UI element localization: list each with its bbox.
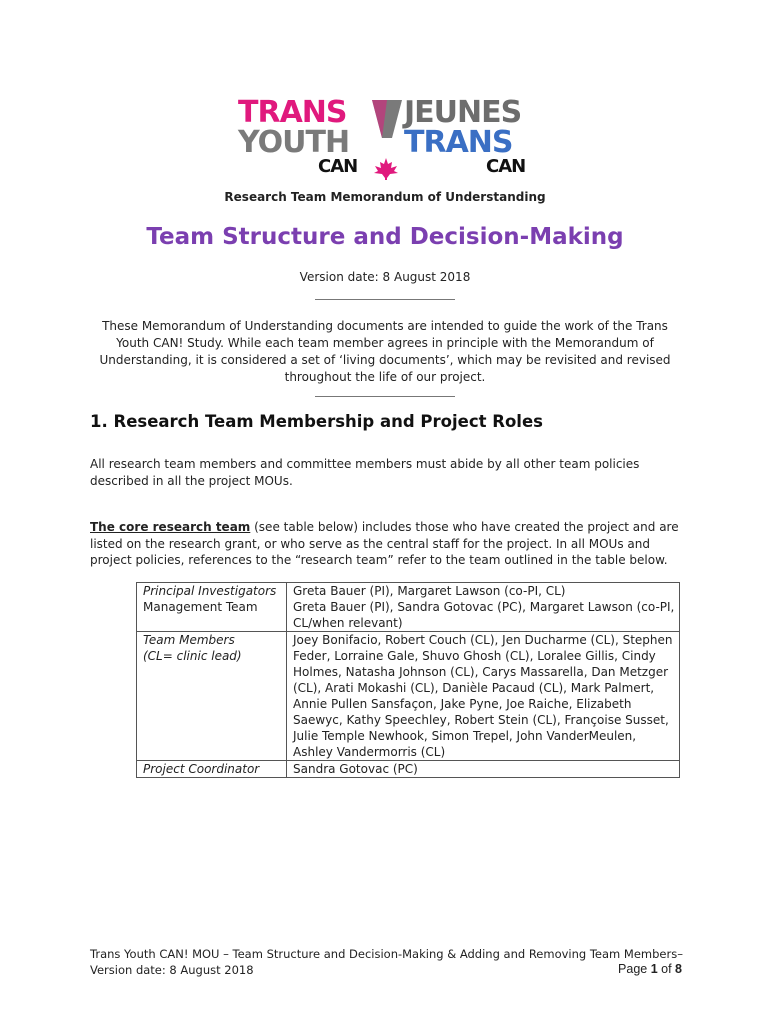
role-cell: Management Team bbox=[137, 599, 287, 632]
table-row bbox=[137, 599, 680, 632]
table-row bbox=[137, 761, 680, 778]
page-title: Team Structure and Decision-Making bbox=[146, 224, 624, 250]
core-team-paragraph bbox=[90, 519, 690, 569]
logo-trans-en: TRANS bbox=[238, 95, 347, 130]
page-of: of bbox=[657, 962, 676, 976]
section-paragraph: All research team members and committee members must abide by all other team policies described in all the project MOUs. bbox=[90, 457, 640, 488]
role-cell: Project Coordinator bbox=[137, 761, 287, 778]
page-total: 8 bbox=[675, 962, 682, 976]
intro-paragraph: These Memorandum of Understanding documents are intended to guide the work of the Trans Youth CAN! Study. While each team member agrees in principle with the Memorandum of Understanding, it is considered a set of ‘living documents’, which may be revisited and revised throughout the life of our project. bbox=[99, 319, 671, 384]
table-row bbox=[137, 583, 680, 600]
core-team-text: (see table below) includes those who have created the project and are listed on the research grant, or who serve as the central staff for the project. In all MOUs and project policies, references to the “research team” refer to the team outlined in the table below. bbox=[90, 520, 679, 567]
maple-leaf-icon bbox=[372, 158, 400, 180]
logo-can-en: CAN bbox=[318, 156, 358, 177]
members-cell: Joey Bonifacio, Robert Couch (CL), Jen Ducharme (CL), Stephen Feder, Lorraine Gale, Shuvo Ghosh (CL), Loralee Gillis, Cindy Holmes, Natasha Johnson (CL), Carys Massarella, Dan Metzger (CL), Arati Mokashi (CL), Danièle Pacaud (CL), Mark Palmert, Annie Pullen Sansfaçon, Jake Pyne, Joe Raiche, Elizabeth Saewyc, Kathy Speechley, Robert Stein (CL), Françoise Susset, Julie Temple Newhook, Simon Trepel, John VanderMeulen, Ashley Vandermorris (CL) bbox=[287, 632, 680, 761]
logo-trans-fr: TRANS bbox=[404, 125, 513, 160]
exclamation-icon bbox=[370, 98, 404, 158]
role-cell: Team Members (CL= clinic lead) bbox=[137, 632, 287, 761]
divider bbox=[315, 396, 455, 397]
role-cell: Principal Investigators bbox=[137, 583, 287, 600]
logo-jeunes: JEUNES bbox=[404, 95, 522, 130]
team-table bbox=[136, 582, 680, 778]
members-cell: Sandra Gotovac (PC) bbox=[287, 761, 680, 778]
page-label: Page bbox=[618, 962, 651, 976]
trans-youth-can-logo bbox=[238, 95, 534, 180]
page-current: 1 bbox=[650, 962, 658, 976]
logo-youth: YOUTH bbox=[238, 125, 350, 160]
members-cell: Greta Bauer (PI), Margaret Lawson (co-PI, CL) bbox=[287, 583, 680, 600]
footer-line-1: Trans Youth CAN! MOU – Team Structure and Decision-Making & Adding and Removing Team Members– bbox=[90, 947, 683, 961]
logo-can-fr: CAN bbox=[486, 156, 526, 177]
page-number bbox=[618, 962, 682, 976]
divider bbox=[315, 299, 455, 300]
page-footer bbox=[90, 946, 690, 978]
core-team-term: The core research team bbox=[90, 520, 251, 534]
members-cell: Greta Bauer (PI), Sandra Gotovac (PC), Margaret Lawson (co-PI, CL/when relevant) bbox=[287, 599, 680, 632]
footer-line-2: Version date: 8 August 2018 bbox=[90, 963, 254, 977]
section-heading: 1. Research Team Membership and Project Roles bbox=[90, 412, 543, 431]
table-row bbox=[137, 632, 680, 761]
mou-subtitle: Research Team Memorandum of Understanding bbox=[224, 190, 546, 204]
version-date: Version date: 8 August 2018 bbox=[299, 270, 471, 284]
